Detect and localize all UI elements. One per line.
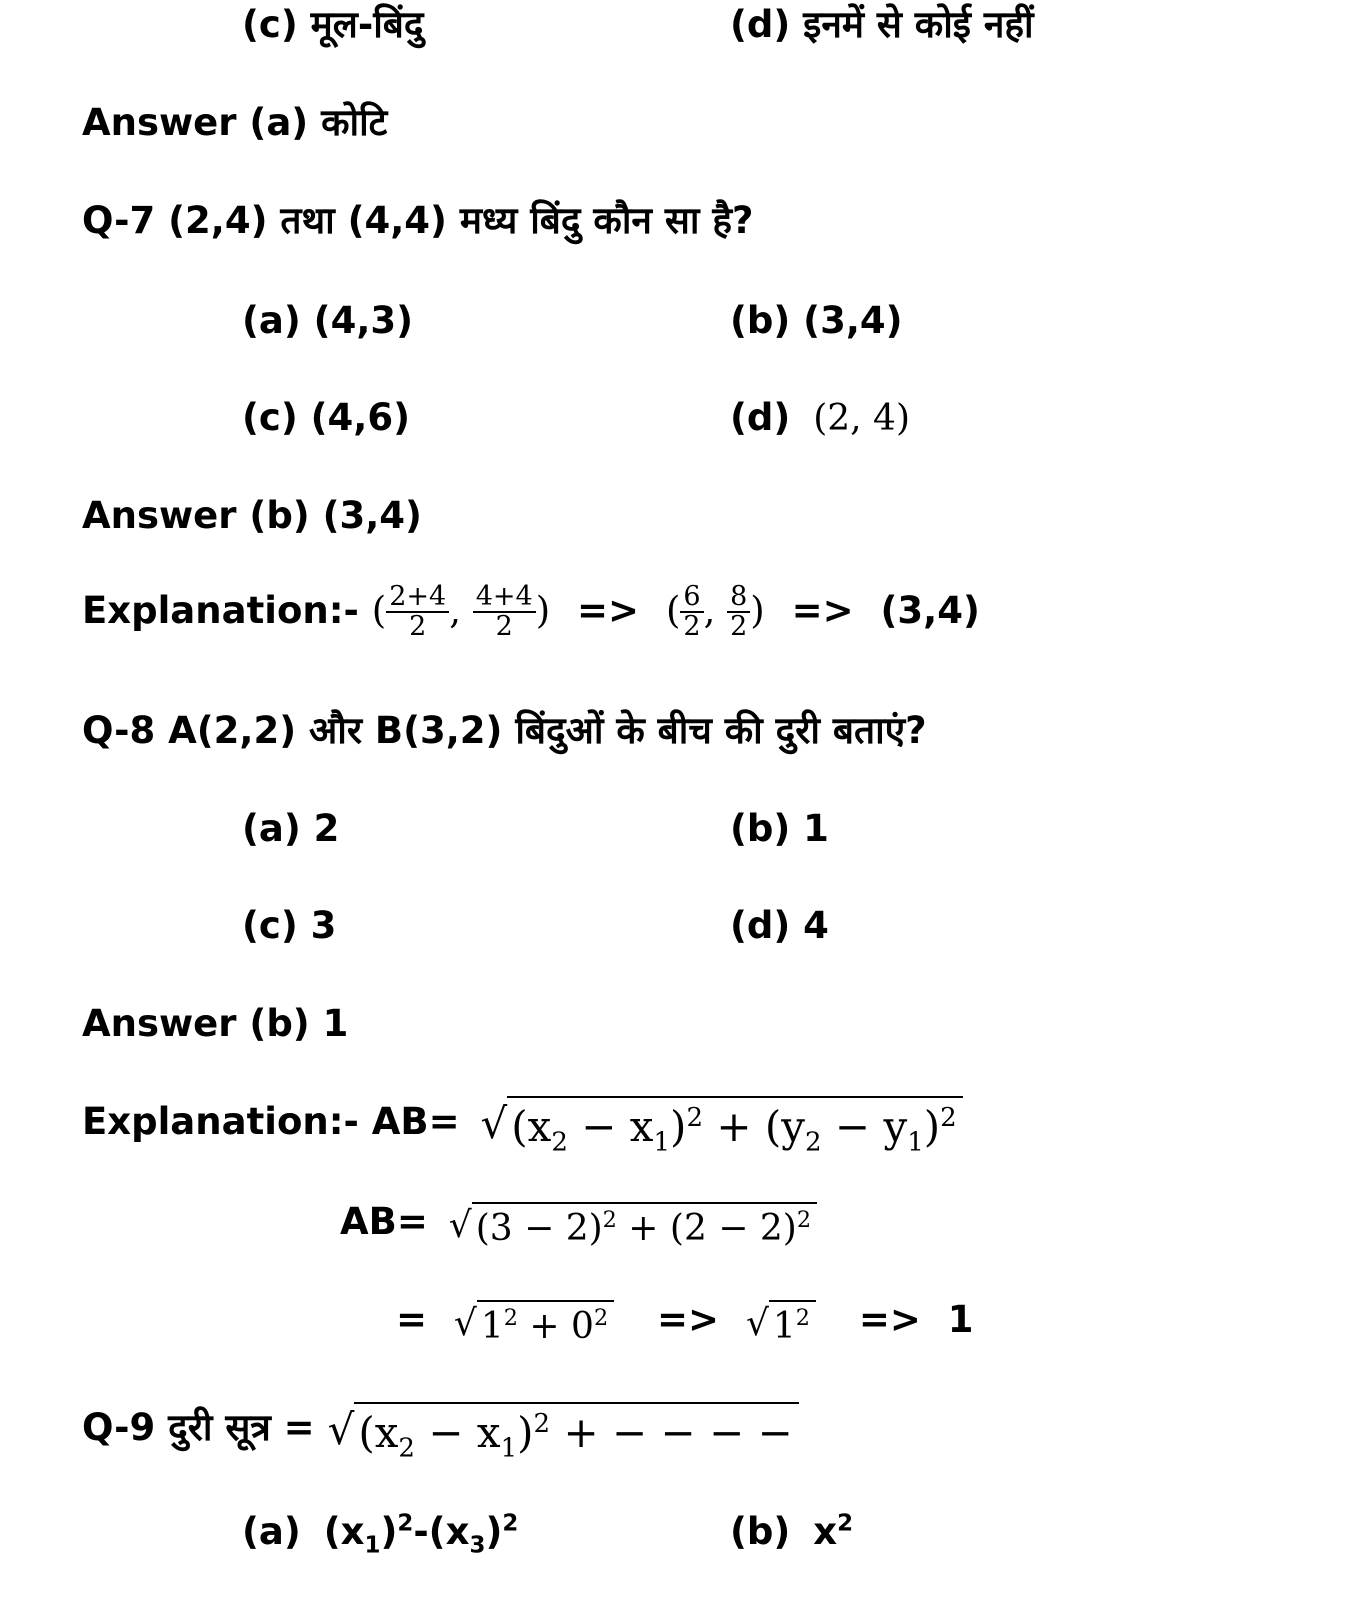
q9-option-a bbox=[242, 1510, 519, 1559]
q8-answer: Answer (b) 1 bbox=[82, 1002, 349, 1045]
q8-result: 1 bbox=[947, 1298, 974, 1341]
q8-step3-eq: = bbox=[396, 1298, 428, 1341]
q9-option-a-value: $(x_1)^2-(x_3)^2$ bbox=[323, 1510, 519, 1559]
q7-option-b: (b) (3,4) bbox=[730, 299, 903, 342]
q9-option-b-value: $x^2$ bbox=[813, 1510, 854, 1553]
q7-answer: Answer (b) (3,4) bbox=[82, 494, 422, 537]
q7-arrow-1: => bbox=[577, 588, 640, 632]
q7-frac-4: $\frac{8}{2}$ bbox=[727, 583, 750, 642]
q9-question bbox=[82, 1400, 799, 1463]
q8-arrow-1: => bbox=[657, 1298, 720, 1341]
q7-option-d-value: (2, 4) bbox=[813, 398, 910, 439]
q6-option-c: (c) मूल-बिंदु bbox=[242, 3, 424, 46]
q8-step3-formula-1: √ $1^2 + 0^2$ bbox=[454, 1300, 614, 1341]
q8-explanation-label: Explanation:- AB= bbox=[82, 1100, 460, 1143]
q7-frac-2: $\frac{4+4}{2}$ bbox=[473, 583, 536, 642]
q7-arrow-2: => bbox=[791, 588, 854, 632]
q7-result: (3,4) bbox=[880, 588, 980, 632]
q7-option-d bbox=[730, 396, 910, 439]
q7-explanation: Explanation:- ( $\frac{2+4}{2}$ , $\frac{4+4}{2}$ ) => ( $\frac{6}{2}$ , $\frac{8}{2}$ ) => (3,4) bbox=[82, 581, 980, 643]
q9-option-a-label: (a) bbox=[242, 1510, 301, 1553]
q8-question: Q-8 A(2,2) और B(3,2) बिंदुओं के बीच की दुरी बताएं? bbox=[82, 709, 927, 752]
q9-formula: $√(x_2 - x_1)^2$ + − − − − bbox=[328, 1401, 799, 1450]
q9-option-b-label: (b) bbox=[730, 1510, 791, 1553]
q8-explanation-line-2 bbox=[340, 1200, 817, 1249]
q6-answer: Answer (a) कोटि bbox=[82, 101, 388, 144]
q8-arrow-2: => bbox=[858, 1298, 921, 1341]
q8-explanation-line-1 bbox=[82, 1095, 963, 1157]
distance-formula: $√(x_2 - x_1)^2 + (y_2 - y_1)^2$ bbox=[480, 1095, 962, 1144]
q7-question: Q-7 (2,4) तथा (4,4) मध्य बिंदु कौन सा है? bbox=[82, 199, 754, 242]
q9-formula-tail: + − − − − bbox=[563, 1407, 793, 1457]
q8-option-c: (c) 3 bbox=[242, 904, 337, 947]
q7-option-c: (c) (4,6) bbox=[242, 396, 410, 439]
q7-frac-1: $\frac{2+4}{2}$ bbox=[386, 583, 449, 642]
q9-option-b bbox=[730, 1510, 853, 1553]
q8-step2-label: AB= bbox=[340, 1200, 428, 1243]
q8-option-d: (d) 4 bbox=[730, 904, 829, 947]
q8-step3-formula-2: √ $1^2$ bbox=[746, 1300, 816, 1341]
q7-explanation-label: Explanation:- bbox=[82, 588, 359, 632]
q8-option-b: (b) 1 bbox=[730, 807, 829, 850]
q7-option-d-label: (d) bbox=[730, 396, 791, 439]
q6-option-d: (d) इनमें से कोई नहीं bbox=[730, 3, 1034, 46]
q8-explanation-line-3 bbox=[396, 1298, 974, 1347]
q7-frac-3: $\frac{6}{2}$ bbox=[680, 583, 703, 642]
q8-option-a: (a) 2 bbox=[242, 807, 340, 850]
q7-option-a: (a) (4,3) bbox=[242, 299, 414, 342]
q9-question-label: Q-9 दुरी सूत्र = bbox=[82, 1406, 315, 1449]
q8-step2-formula: √ $(3 - 2)^2 + (2 - 2)^2$ bbox=[449, 1202, 817, 1243]
